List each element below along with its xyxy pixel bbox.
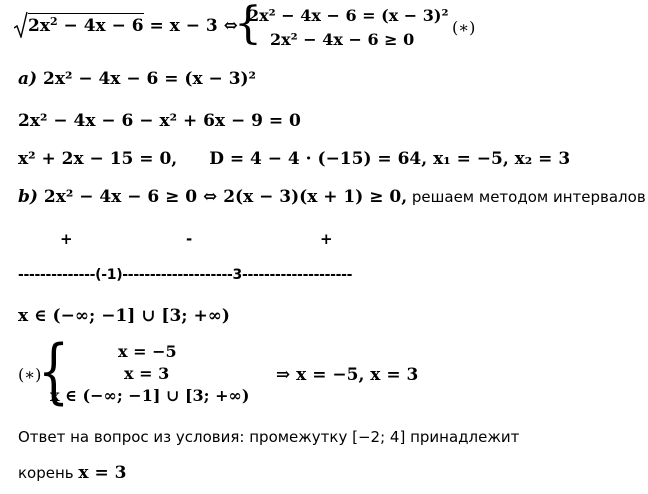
sign-plus-left: + <box>60 230 73 248</box>
system2-line-1: x = −5 <box>118 342 177 361</box>
system-line-2: 2x² − 4x − 6 ≥ 0 <box>270 30 415 49</box>
system-brace: { <box>234 0 262 49</box>
part-a: a) 2x² − 4x − 6 = (x − 3)² <box>18 69 257 89</box>
part-b: b) 2x² − 4x − 6 ≥ 0 ⇔ 2(x − 3)(x + 1) ≥ 0, решаем методом интервалов <box>18 187 646 207</box>
number-line: --------------(-1)--------------------3-------------------- <box>18 267 353 283</box>
system2-line-2: x = 3 <box>124 364 170 383</box>
system2-result: ⇒ x = −5, x = 3 <box>276 365 419 385</box>
expand-line: 2x² − 4x − 6 − x² + 6x − 9 = 0 <box>18 111 301 131</box>
sign-minus: - <box>186 230 193 248</box>
system-line-1: 2x² − 4x − 6 = (x − 3)² <box>248 6 449 25</box>
quadratic-line: x² + 2x − 15 = 0, D = 4 − 4 · (−15) = 64, x₁ = −5, x₂ = 3 <box>18 149 571 169</box>
sqrt-equation: $2x^2 - 4x - 6 = x - 3$ ⇔ <box>28 15 238 36</box>
star-mark: (∗) <box>452 18 476 37</box>
final-answer: корень x = 3 <box>18 463 127 483</box>
system-brace-2: { <box>38 330 70 412</box>
star-mark-2: (∗) <box>18 365 42 384</box>
answer-text: Ответ на вопрос из условия: промежутку [−2; 4] принадлежит <box>18 428 520 446</box>
interval-result: x ∈ (−∞; −1] ∪ [3; +∞) <box>18 306 230 326</box>
system2-line-3: x ∈ (−∞; −1] ∪ [3; +∞) <box>50 386 250 405</box>
sqrt-sign <box>14 12 28 38</box>
sign-plus-right: + <box>320 230 333 248</box>
